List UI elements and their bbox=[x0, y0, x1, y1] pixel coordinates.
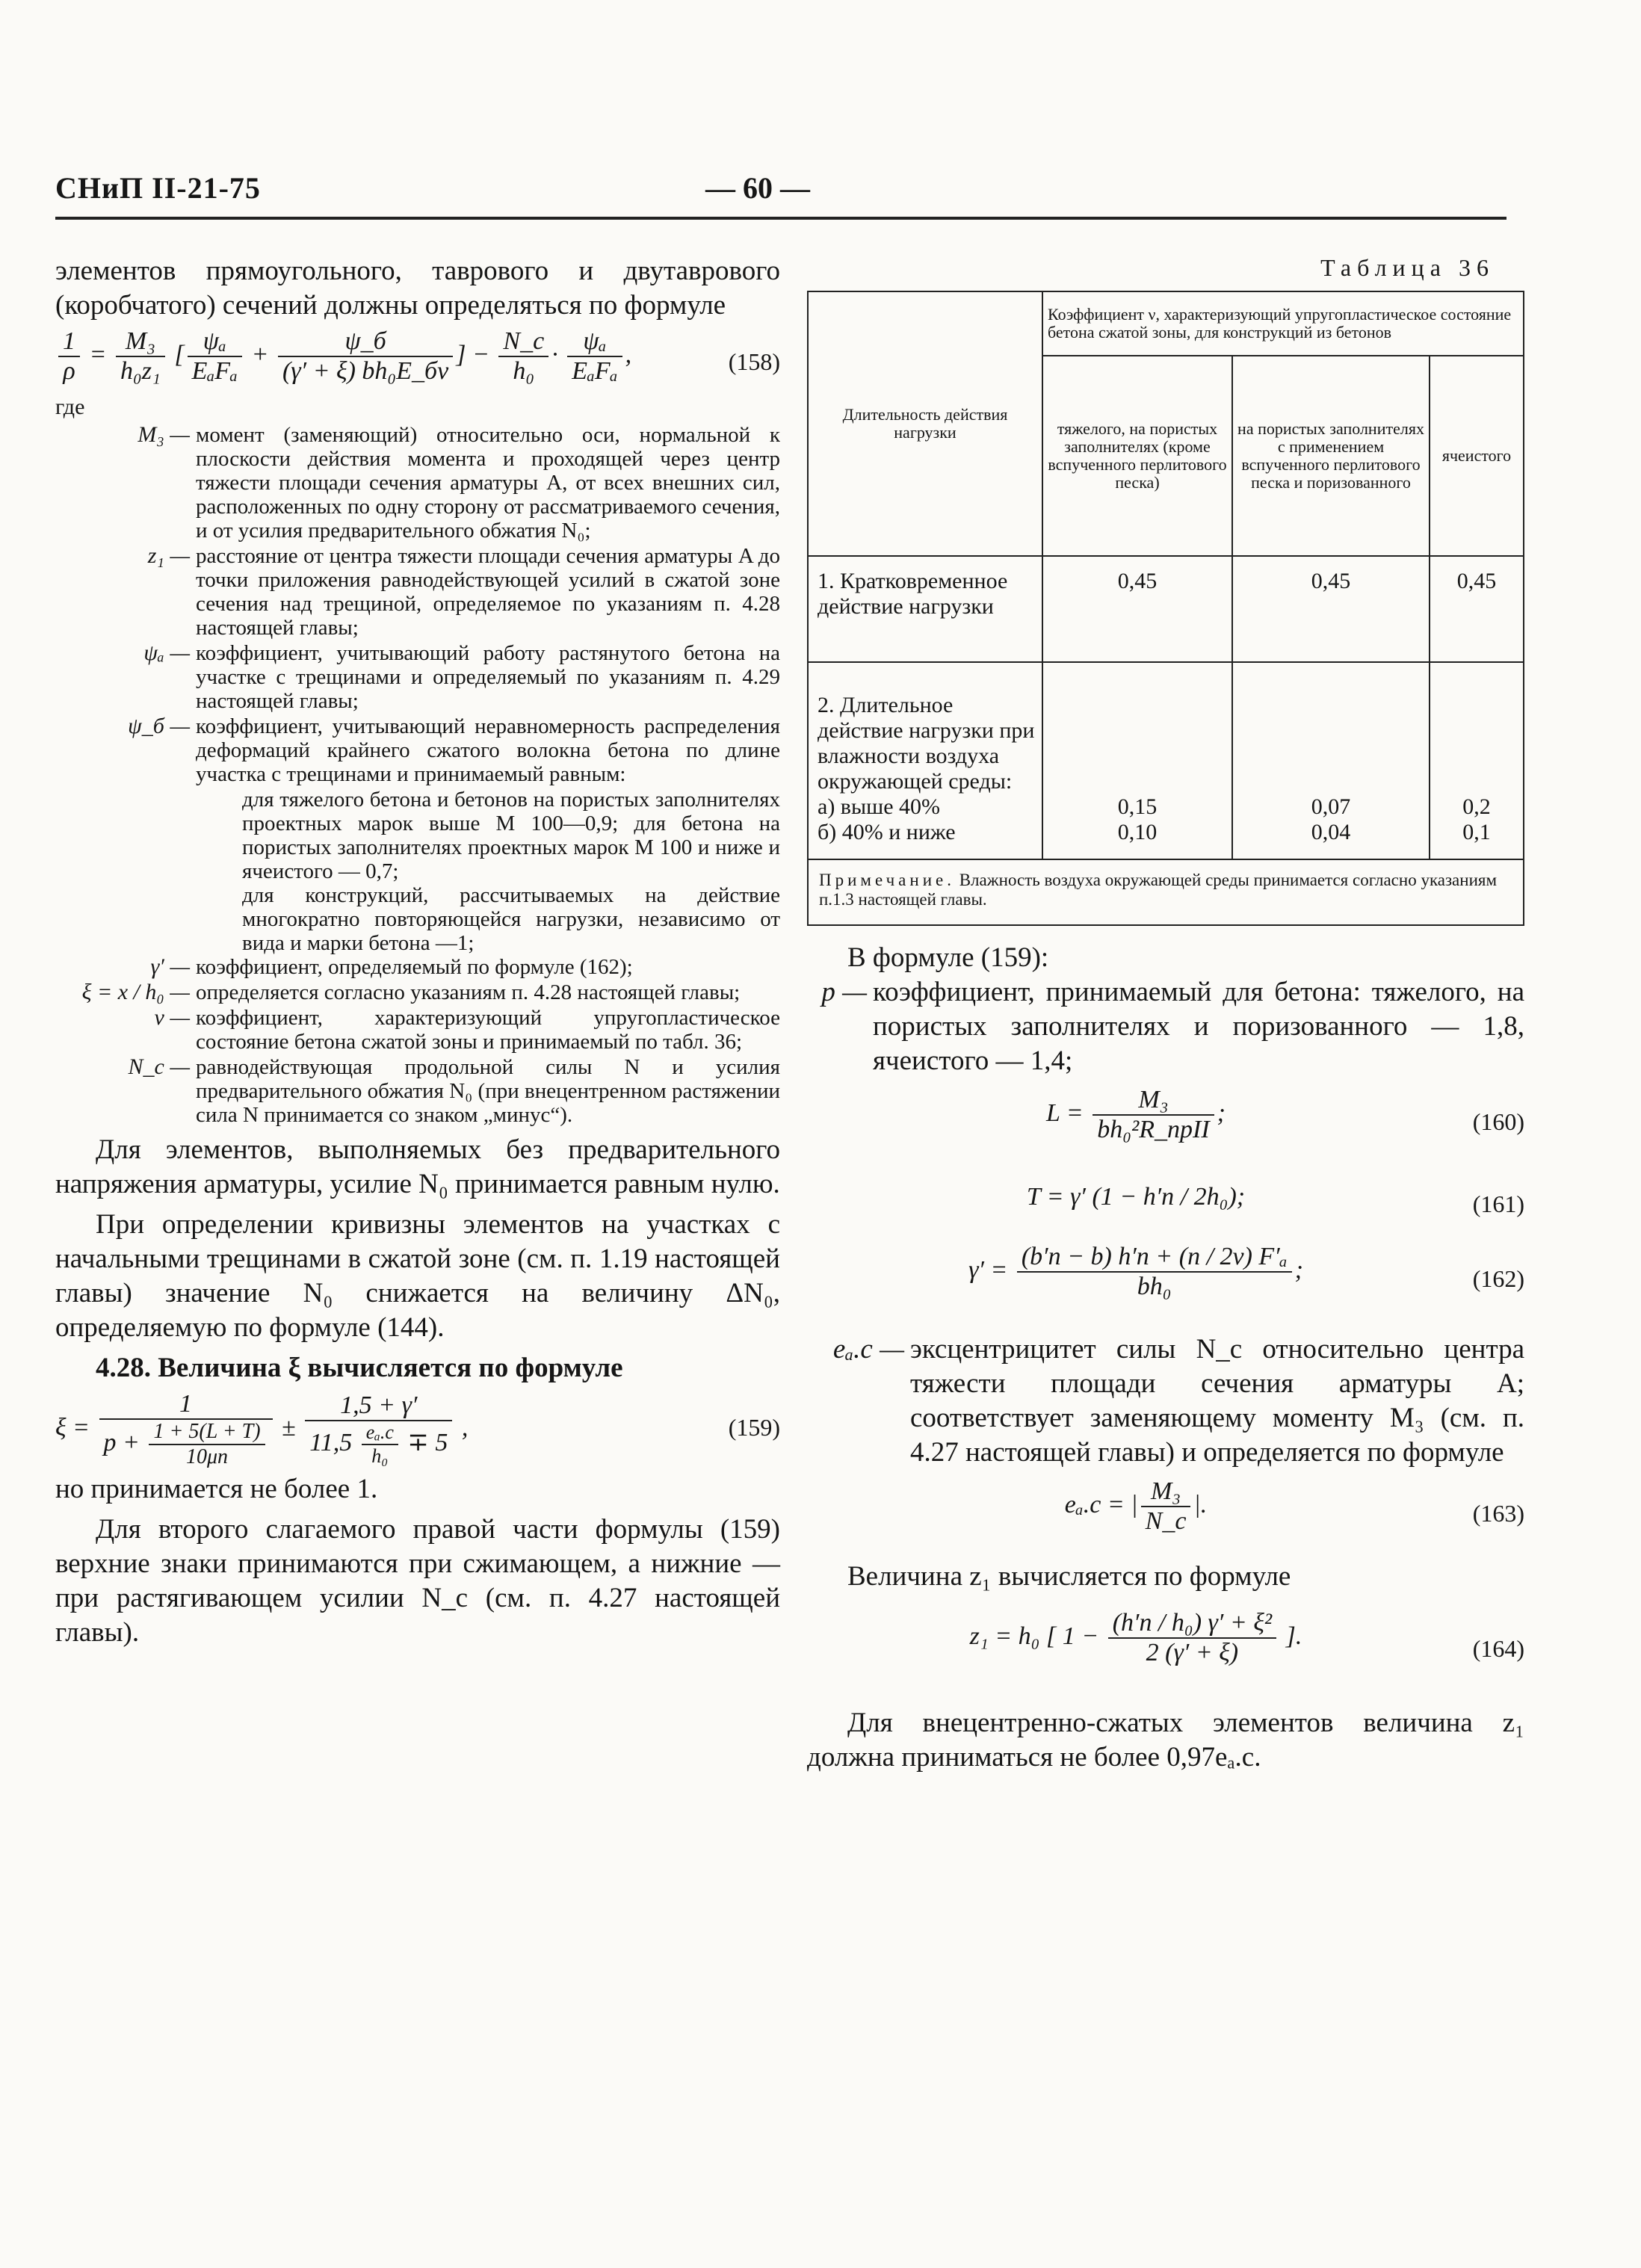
table-note: Примечание. Влажность воздуха окружающей среды принимается согласно указаниям п.1.3 настоящей главы. bbox=[808, 859, 1524, 925]
page-number: — 60 — bbox=[705, 171, 810, 205]
formula-164: z₁ = h₀ [ 1 − $\frac{\text{(h′п / h₀) γ′ + ξ²}}{2 (\gamma' + \xi)}$ ]. (164) bbox=[969, 1609, 1524, 1666]
table-cell: 0,2 0,1 bbox=[1430, 662, 1524, 859]
table-cell: 0,45 bbox=[1042, 556, 1232, 662]
table-cell: 0,07 0,04 bbox=[1232, 662, 1430, 859]
table-cell: 0,15 0,10 bbox=[1042, 662, 1232, 859]
table-row-label: 1. Кратковременное действие нагрузки bbox=[808, 556, 1042, 662]
definition-nc: N_c — равнодействующая продольной силы N и усилия предварительного обжатия N₀ (при внецентренном растяжении сила N принимается со знаком „минус“). bbox=[128, 1054, 780, 1127]
table-row-short-term bbox=[808, 556, 1524, 662]
definition-psi-b: ψ_б — коэффициент, учитывающий неравномерность распределения деформаций крайнего сжатого волокна бетона по длине участка с трещинами и принимаемый равным: bbox=[128, 714, 780, 786]
table-caption: Таблица 36 bbox=[1320, 254, 1495, 281]
paragraph-curvature: При определении кривизны элементов на участках с начальными трещинами в сжатой зоне (см. п. 1.19 настоящей главы) значение N₀ снижается на величину ΔN₀, определяемую по формуле (144). bbox=[55, 1209, 780, 1343]
formula-163: eₐ.c = | $\frac{\text{M₃}}{N\_c}$ |. (163) bbox=[1064, 1477, 1524, 1535]
table-36 bbox=[807, 291, 1524, 926]
right-column bbox=[807, 254, 1524, 1775]
left-column bbox=[55, 254, 780, 1650]
definition-m3: M₃ — момент (заменяющий) относительно оси, нормальной к плоскости действия момента и проходящей через центр тяжести площади сечения арматуры A, от всех внешних сил, расположенных по одну сторону от рассматриваемого сечения, и от усилия предварительного обжатия N₀; bbox=[137, 422, 780, 543]
table-cell: 0,45 bbox=[1232, 556, 1430, 662]
formula-158-number: (158) bbox=[728, 348, 780, 375]
final-paragraph: Для внецентренно-сжатых элементов величина z₁ должна приниматься не более 0,97eₐ.c. bbox=[807, 1708, 1524, 1773]
page-header bbox=[55, 170, 1506, 215]
psi-b-value-1: для тяжелого бетона и бетонов на пористых заполнителях проектных марок выше М 100—0,9; для бетона на пористых заполнителях проектных марок М 100 и ниже и ячеистого — 0,7; bbox=[242, 788, 780, 883]
document-code: СНиП II-21-75 bbox=[55, 171, 261, 205]
formula-162: γ′ = $\frac{\text{(b′п − b) h′п + (n / 2ν) F′ₐ}}{\text{bh₀}}$ ; (162) bbox=[968, 1243, 1524, 1300]
z1-intro: Величина z₁ вычисляется по формуле bbox=[847, 1561, 1291, 1592]
definition-gamma: γ′ — коэффициент, определяемый по формуле (162); bbox=[150, 954, 633, 979]
formula-159: ξ = 1 p + $\frac{1 + 5(L + T)}{10\mu n}$ ± 1,5 + γ′ 11,5 $\frac{\text{eₐ.c}}{\text{h₀}}$ ∓ 5 , (159) bbox=[55, 1390, 780, 1468]
definition-z1: z₁ — расстояние от центра тяжести площади сечения арматуры A до точки приложения равнодействующей усилий в сжатой зоне сечения над трещиной, определяемое по указаниям п. 4.28 настоящей главы; bbox=[147, 543, 780, 640]
section-4-28-heading: 4.28. Величина ξ вычисляется по формуле bbox=[96, 1353, 623, 1383]
formula-161: T = γ′ (1 − h′п / 2h₀); (161) bbox=[1026, 1183, 1524, 1217]
paragraph-signs: Для второго слагаемого правой части формулы (159) верхние знаки принимаются при сжимающем, а нижние — при растягивающем усилии N_c (см. п. 4.27 настоящей главы). bbox=[55, 1514, 780, 1648]
in-formula-159: В формуле (159): bbox=[847, 942, 1049, 973]
definition-eac: eₐ.c — эксцентрицитет силы N_c относительно центра тяжести площади сечения арматуры A; соответствует заменяющему моменту M₃ (см. п. 4.27 настоящей главы) и определяется по формуле bbox=[832, 1334, 1524, 1468]
table-header-duration: Длительность действия нагрузки bbox=[808, 291, 1042, 556]
table-col-perlite: на пористых заполнителях с применением вспученного перлитового песка и поризованного bbox=[1232, 356, 1430, 556]
definition-p: p — коэффициент, принимаемый для бетона: тяжелого, на пористых заполнителях и поризованного — 1,8, ячеистого — 1,4; bbox=[821, 977, 1524, 1076]
definitions-list bbox=[55, 423, 780, 1127]
intro-paragraph: элементов прямоугольного, таврового и двутаврового (коробчатого) сечений должны определяться по формуле bbox=[55, 256, 780, 321]
definition-nu: ν — коэффициент, характеризующий упругопластическое состояние бетона сжатой зоны и принимаемый по табл. 36; bbox=[154, 1005, 780, 1054]
definition-xi: ξ = x / h₀ — определяется согласно указаниям п. 4.28 настоящей главы; bbox=[81, 980, 741, 1004]
table-row-label: 2. Длительное действие нагрузки при влажности воздуха окружающей среды: а) выше 40% б) 40% и ниже bbox=[808, 662, 1042, 859]
table-col-cellular: ячеистого bbox=[1430, 356, 1524, 556]
table-col-heavy: тяжелого, на пористых заполнителях (кроме вспученного перлитового песка) bbox=[1042, 356, 1232, 556]
psi-b-value-2: для конструкций, рассчитываемых на действие многократно повторяющейся нагрузки, независимо от вида и марки бетона —1; bbox=[242, 883, 780, 955]
header-rule bbox=[55, 217, 1506, 220]
formula-160: L = $\frac{\text{M₃}}{\text{bh₀²R\_прII}}$ ; (160) bbox=[1045, 1086, 1524, 1143]
where-label: где bbox=[55, 395, 85, 419]
paragraph-max-one: но принимается не более 1. bbox=[55, 1474, 378, 1504]
definition-psi-a: ψₐ — коэффициент, учитывающий работу растянутого бетона на участке с трещинами и определяемый по указаниям п. 4.29 настоящей главы; bbox=[143, 640, 780, 713]
table-header-group: Коэффициент ν, характеризующий упругопластическое состояние бетона сжатой зоны, для конструкций из бетонов bbox=[1042, 291, 1524, 356]
formula-158: $\frac{1}{\rho}$ = $\frac{\text{M₃}}{\text{h₀z₁}}$ [ $\frac{\text{ψₐ}}{\text{EₐFₐ}}$ + $\frac{\psi\_б}{\text{(γ′ + ξ) bh₀E\_бν}}$ ] − $\frac{N\_c}{\text{h₀}}$ · $\frac{\text{ψₐ}}{\text{EₐFₐ}}$ , (158) bbox=[55, 327, 780, 395]
formula-159-number: (159) bbox=[728, 1414, 780, 1441]
paragraph-n0-zero: Для элементов, выполняемых без предварительного напряжения арматуры, усилие N₀ принимается равным нулю. bbox=[55, 1134, 780, 1199]
table-cell: 0,45 bbox=[1430, 556, 1524, 662]
table-row-long-term bbox=[808, 662, 1524, 859]
